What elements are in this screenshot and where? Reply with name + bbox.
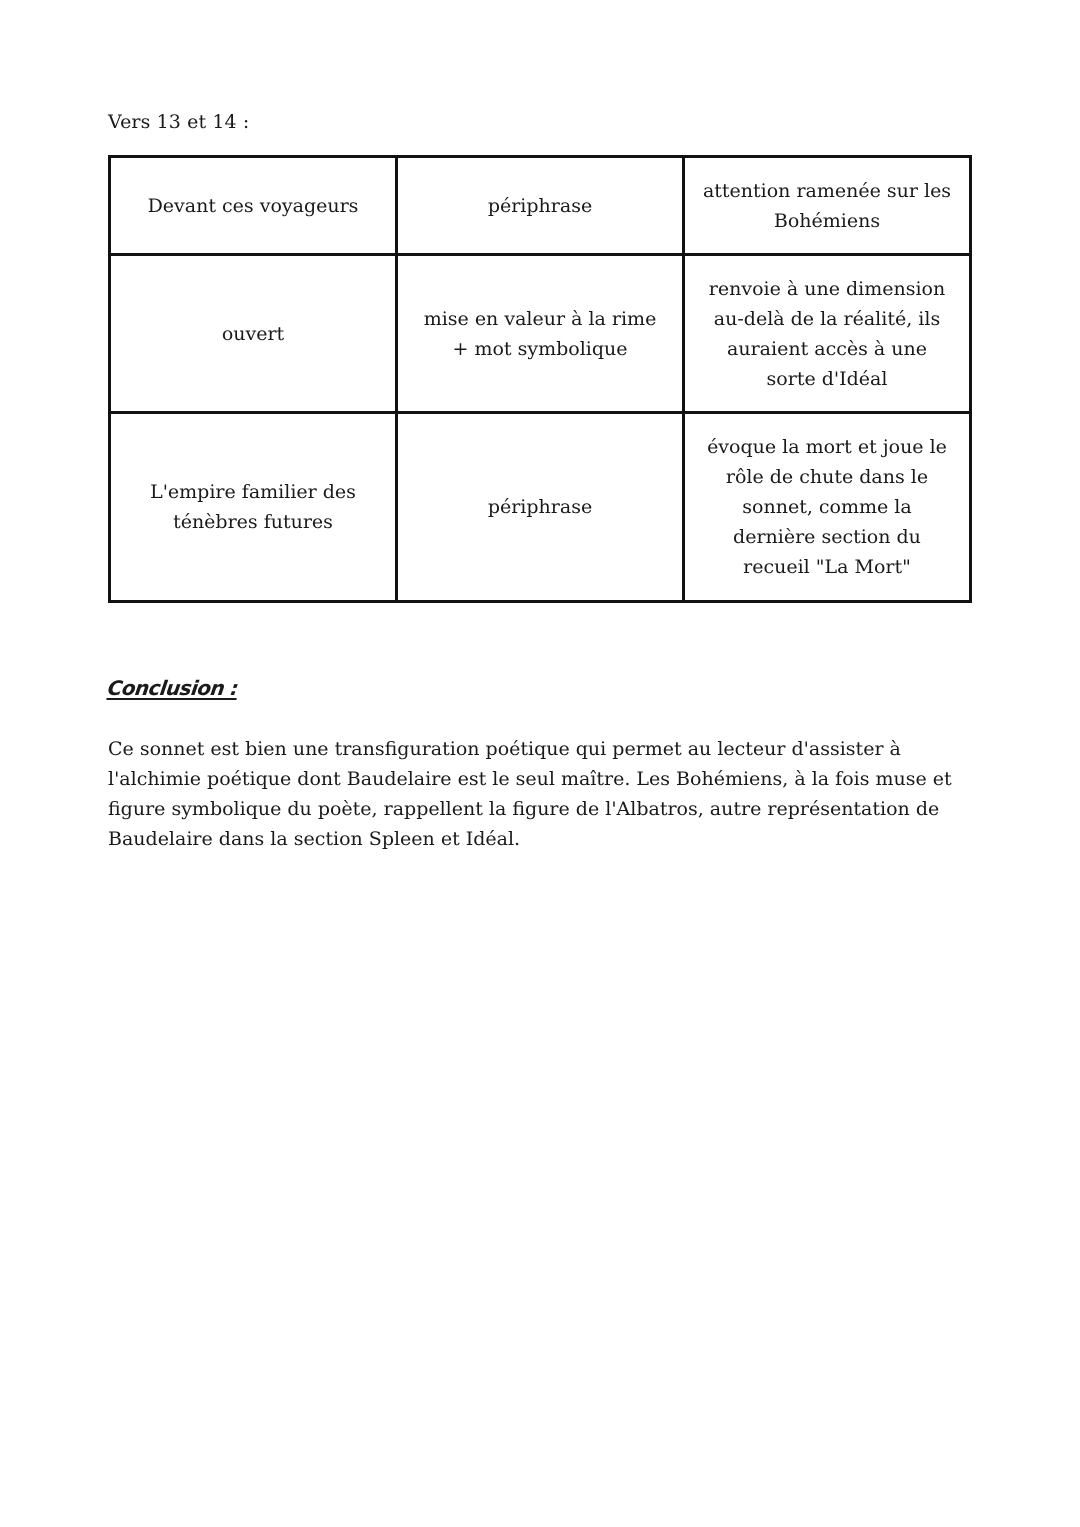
table-cell-effect: attention ramenée sur les Bohémiens	[684, 157, 971, 255]
section-label: Vers 13 et 14 :	[108, 111, 250, 133]
table-cell-quote: L'empire familier des ténèbres futures	[110, 413, 397, 602]
analysis-table	[108, 155, 972, 603]
table-row	[110, 413, 971, 602]
table-row	[110, 255, 971, 413]
table-cell-device: périphrase	[397, 157, 684, 255]
table-cell-effect: évoque la mort et joue le rôle de chute dans le sonnet, comme la dernière section du recueil "La Mort"	[684, 413, 971, 602]
table-row	[110, 157, 971, 255]
conclusion-title: Conclusion :	[106, 676, 240, 700]
conclusion-paragraph: Ce sonnet est bien une transfiguration poétique qui permet au lecteur d'assister à l'alchimie poétique dont Baudelaire est le seul maître. Les Bohémiens, à la fois muse et figure symbolique du poète, rappellent la figure de l'Albatros, autre représentation de Baudelaire dans la section Spleen et Idéal.	[108, 738, 952, 850]
table-cell-quote: ouvert	[110, 255, 397, 413]
table-cell-device: mise en valeur à la rime + mot symbolique	[397, 255, 684, 413]
table-cell-quote: Devant ces voyageurs	[110, 157, 397, 255]
table-cell-effect: renvoie à une dimension au-delà de la réalité, ils auraient accès à une sorte d'Idéal	[684, 255, 971, 413]
table-cell-device: périphrase	[397, 413, 684, 602]
